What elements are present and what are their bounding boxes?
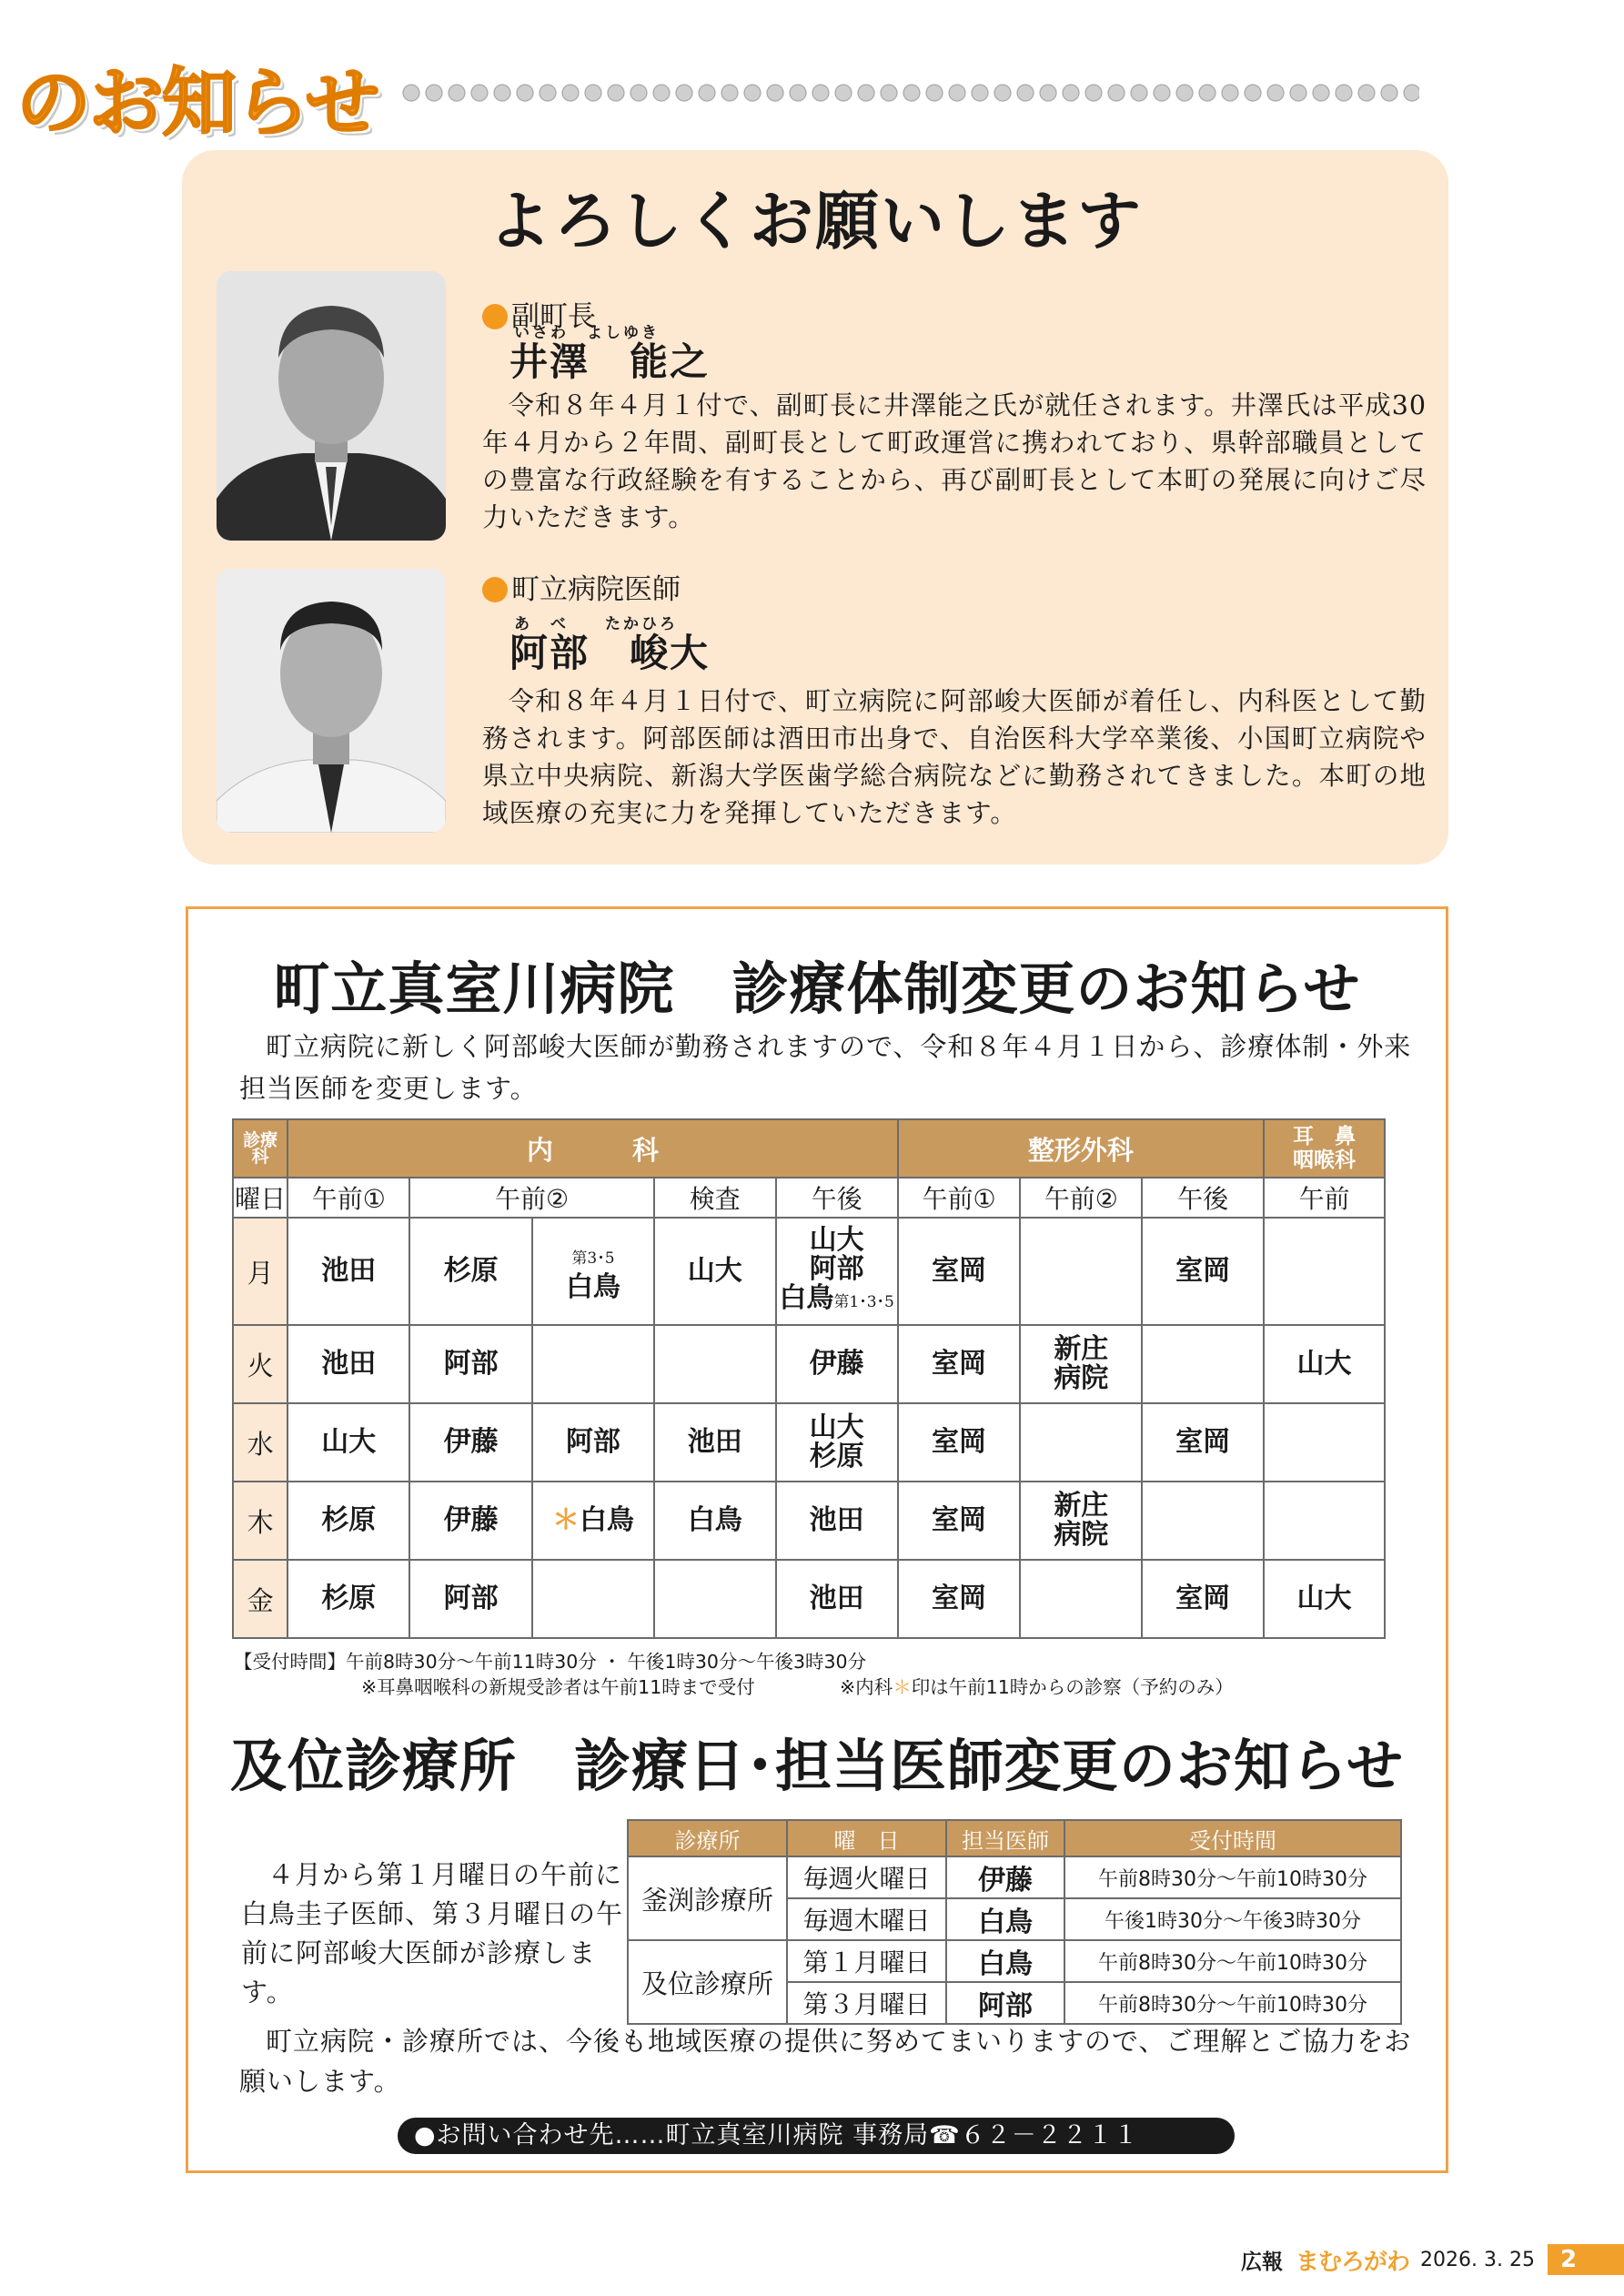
town-logo: まむろがわ bbox=[1296, 2248, 1410, 2276]
header-slot: 午後 bbox=[1142, 1178, 1264, 1218]
doctor-cell bbox=[654, 1325, 776, 1403]
doctor-cell: 室岡 bbox=[1142, 1218, 1264, 1325]
doctor-cell bbox=[1264, 1482, 1385, 1560]
asterisk-icon: ＊ bbox=[893, 1676, 912, 1698]
doctor-cell: 室岡 bbox=[1142, 1403, 1264, 1482]
doctor-cell: 伊藤 bbox=[409, 1482, 532, 1560]
name-ruby: あ べ たかひろ bbox=[514, 615, 678, 633]
header-slot: 午前② bbox=[409, 1178, 654, 1218]
clinic-hours: 午前8時30分～午前10時30分 bbox=[1064, 1856, 1401, 1898]
header-slot: 午前① bbox=[287, 1178, 409, 1218]
day-cell: 月 bbox=[233, 1218, 287, 1325]
header-slot: 午前② bbox=[1020, 1178, 1142, 1218]
bullet-icon bbox=[482, 304, 508, 329]
person-photo-icon bbox=[217, 271, 446, 541]
dept-seikei: 整形外科 bbox=[898, 1119, 1265, 1178]
clinic-name: 及位診療所 bbox=[628, 1940, 787, 2024]
doctor-cell: 室岡 bbox=[898, 1560, 1021, 1638]
doctor-cell: 山大 杉原 bbox=[776, 1403, 898, 1482]
table-row bbox=[233, 1218, 1385, 1325]
doctor-cell: 室岡 bbox=[898, 1218, 1021, 1325]
doctor-cell: ＊白鳥 bbox=[532, 1482, 654, 1560]
doctor-cell bbox=[532, 1325, 654, 1403]
dept-corner-cell: 診療科 bbox=[233, 1119, 287, 1178]
dept-ent: 耳 鼻 咽喉科 bbox=[1264, 1119, 1385, 1178]
header-slot: 検査 bbox=[654, 1178, 776, 1218]
doctor-cell: 池田 bbox=[654, 1403, 776, 1482]
clinic-doctor: 阿部 bbox=[946, 1982, 1064, 2024]
clinic-day: 第３月曜日 bbox=[787, 1982, 946, 2024]
hospital-notice-title: 町立真室川病院 診療体制変更のお知らせ bbox=[273, 956, 1361, 1022]
doctor-cell: 阿部 bbox=[409, 1325, 532, 1403]
doctor-cell: 伊藤 bbox=[409, 1403, 532, 1482]
clinic-day: 毎週木曜日 bbox=[787, 1898, 946, 1940]
dotted-rule bbox=[400, 82, 1419, 104]
clinic-hours: 午前8時30分～午前10時30分 bbox=[1064, 1940, 1401, 1982]
day-cell: 木 bbox=[233, 1482, 287, 1560]
name-ruby: いさわ よしゆき bbox=[514, 324, 660, 342]
bullet-icon bbox=[482, 577, 508, 602]
doctor-cell bbox=[1020, 1218, 1142, 1325]
clinic-hours: 午後1時30分～午後3時30分 bbox=[1064, 1898, 1401, 1940]
header-doctor: 担当医師 bbox=[946, 1820, 1064, 1856]
day-cell: 火 bbox=[233, 1325, 287, 1403]
header-clinic: 診療所 bbox=[628, 1820, 787, 1856]
ent-note: ※耳鼻咽喉科の新規受診者は午前11時まで受付 bbox=[361, 1676, 755, 1698]
doctor-cell bbox=[1264, 1403, 1385, 1482]
header-slot: 午後 bbox=[776, 1178, 898, 1218]
portrait-hospital-doctor bbox=[217, 569, 446, 833]
person-photo-icon bbox=[217, 569, 446, 833]
naika-note: ※内科＊印は午前11時からの診察（予約のみ） bbox=[840, 1676, 1234, 1698]
doctor-cell: 阿部 bbox=[532, 1403, 654, 1482]
doctor-cell: 山大 bbox=[287, 1403, 409, 1482]
clinic-day: 毎週火曜日 bbox=[787, 1856, 946, 1898]
doctor-cell: 池田 bbox=[776, 1482, 898, 1560]
person-description: 令和８年４月１付で、副町長に井澤能之氏が就任されます。井澤氏は平成30年４月から２年間、副町長として町政運営に携われており、県幹部職員としての豊富な行政経験を有することから、再び副町長として本町の発展に向けご尽力いただきます。 bbox=[482, 390, 1427, 532]
doctor-cell: 山大 bbox=[654, 1218, 776, 1325]
person-description: 令和８年４月１日付で、町立病院に阿部峻大医師が着任し、内科医として勤務されます。阿部医師は酒田市出身で、自治医科大学卒業後、小国町立病院や県立中央病院、新潟大学医歯学総合病院などに勤務されてきました。本町の地域医療の充実に力を発揮していただきます。 bbox=[482, 686, 1427, 828]
role-label: 副町長 bbox=[482, 293, 596, 334]
clinic-hours: 午前8時30分～午前10時30分 bbox=[1064, 1982, 1401, 2024]
clinic-schedule-table bbox=[627, 1819, 1402, 2025]
greeting-title: よろしくお願いします bbox=[488, 184, 1143, 258]
doctor-cell: 室岡 bbox=[898, 1403, 1021, 1482]
doctor-cell: 池田 bbox=[287, 1325, 409, 1403]
dept-naika: 内 科 bbox=[287, 1119, 897, 1178]
header-slot: 午前 bbox=[1264, 1178, 1385, 1218]
doctor-cell bbox=[1020, 1403, 1142, 1482]
person-name: 阿部 峻大 bbox=[509, 631, 711, 675]
doctor-cell: 室岡 bbox=[898, 1325, 1021, 1403]
doctor-cell: 新庄 病院 bbox=[1020, 1325, 1142, 1403]
table-row bbox=[628, 1940, 1401, 1982]
outpatient-schedule-table bbox=[232, 1118, 1386, 1639]
clinic-notice-intro: ４月から第１月曜日の午前に白鳥圭子医師、第３月曜日の午前に阿部峻大医師が診療します。 bbox=[241, 1859, 624, 2008]
table-row bbox=[628, 1856, 1401, 1898]
doctor-cell: 室岡 bbox=[1142, 1560, 1264, 1638]
page-number: 2 bbox=[1548, 2244, 1624, 2275]
role-label: 町立病院医師 bbox=[482, 566, 681, 607]
header-slot: 午前① bbox=[898, 1178, 1021, 1218]
clinic-name: 釜渕診療所 bbox=[628, 1856, 787, 1940]
person-name: 井澤 能之 bbox=[509, 339, 711, 384]
hospital-notice-intro: 町立病院に新しく阿部峻大医師が勤務されますので、令和８年４月１日から、診療体制・外来担当医師を変更します。 bbox=[239, 1031, 1412, 1104]
closing-text: 町立病院・診療所では、今後も地域医療の提供に努めてまいりますので、ご理解とご協力をお願いします。 bbox=[239, 2026, 1412, 2097]
doctor-cell: 室岡 bbox=[898, 1482, 1021, 1560]
doctor-cell bbox=[654, 1560, 776, 1638]
greeting-panel bbox=[182, 150, 1448, 865]
doctor-cell: 杉原 bbox=[287, 1482, 409, 1560]
reception-hours: 【受付時間】午前8時30分～午前11時30分 ・ 午後1時30分～午後3時30分 bbox=[234, 1651, 867, 1673]
doctor-cell: 池田 bbox=[287, 1218, 409, 1325]
header-day: 曜日 bbox=[233, 1178, 287, 1218]
doctor-cell: 伊藤 bbox=[776, 1325, 898, 1403]
header-hours: 受付時間 bbox=[1064, 1820, 1401, 1856]
asterisk-icon: ＊ bbox=[551, 1504, 580, 1536]
doctor-cell: 第3･5 白鳥 bbox=[532, 1218, 654, 1325]
doctor-cell: 新庄 病院 bbox=[1020, 1482, 1142, 1560]
hospital-notice-panel bbox=[186, 906, 1448, 2173]
doctor-cell: 杉原 bbox=[287, 1560, 409, 1638]
clinic-doctor: 白鳥 bbox=[946, 1940, 1064, 1982]
clinic-doctor: 伊藤 bbox=[946, 1856, 1064, 1898]
header-day: 曜 日 bbox=[787, 1820, 946, 1856]
footer-koho: 広報 bbox=[1241, 2250, 1284, 2274]
doctor-cell: 山大 bbox=[1264, 1325, 1385, 1403]
doctor-cell bbox=[1264, 1218, 1385, 1325]
doctor-cell: 山大 阿部 白鳥第1･3･5 bbox=[776, 1218, 898, 1325]
clinic-notice-title: 及位診療所 診療日･担当医師変更のお知らせ bbox=[229, 1733, 1405, 1799]
doctor-cell: 山大 bbox=[1264, 1560, 1385, 1638]
table-row bbox=[233, 1482, 1385, 1560]
table-row bbox=[233, 1403, 1385, 1482]
table-row bbox=[233, 1325, 1385, 1403]
doctor-cell bbox=[1142, 1325, 1264, 1403]
portrait-deputy-mayor bbox=[217, 271, 446, 541]
section-title: のお知らせ bbox=[16, 60, 378, 147]
doctor-cell: 阿部 bbox=[409, 1560, 532, 1638]
doctor-cell bbox=[532, 1560, 654, 1638]
doctor-cell: 白鳥 bbox=[654, 1482, 776, 1560]
doctor-cell: 池田 bbox=[776, 1560, 898, 1638]
page-footer bbox=[1241, 2244, 1624, 2275]
doctor-cell bbox=[1020, 1560, 1142, 1638]
contact-bar: ●お問い合わせ先……町立真室川病院 事務局☎６２－２２１１ bbox=[398, 2118, 1235, 2154]
doctor-cell bbox=[1142, 1482, 1264, 1560]
issue-date: 2026. 3. 25 bbox=[1420, 2248, 1535, 2271]
doctor-cell: 杉原 bbox=[409, 1218, 532, 1325]
table-row bbox=[233, 1560, 1385, 1638]
day-cell: 水 bbox=[233, 1403, 287, 1482]
clinic-day: 第１月曜日 bbox=[787, 1940, 946, 1982]
day-cell: 金 bbox=[233, 1560, 287, 1638]
clinic-doctor: 白鳥 bbox=[946, 1898, 1064, 1940]
